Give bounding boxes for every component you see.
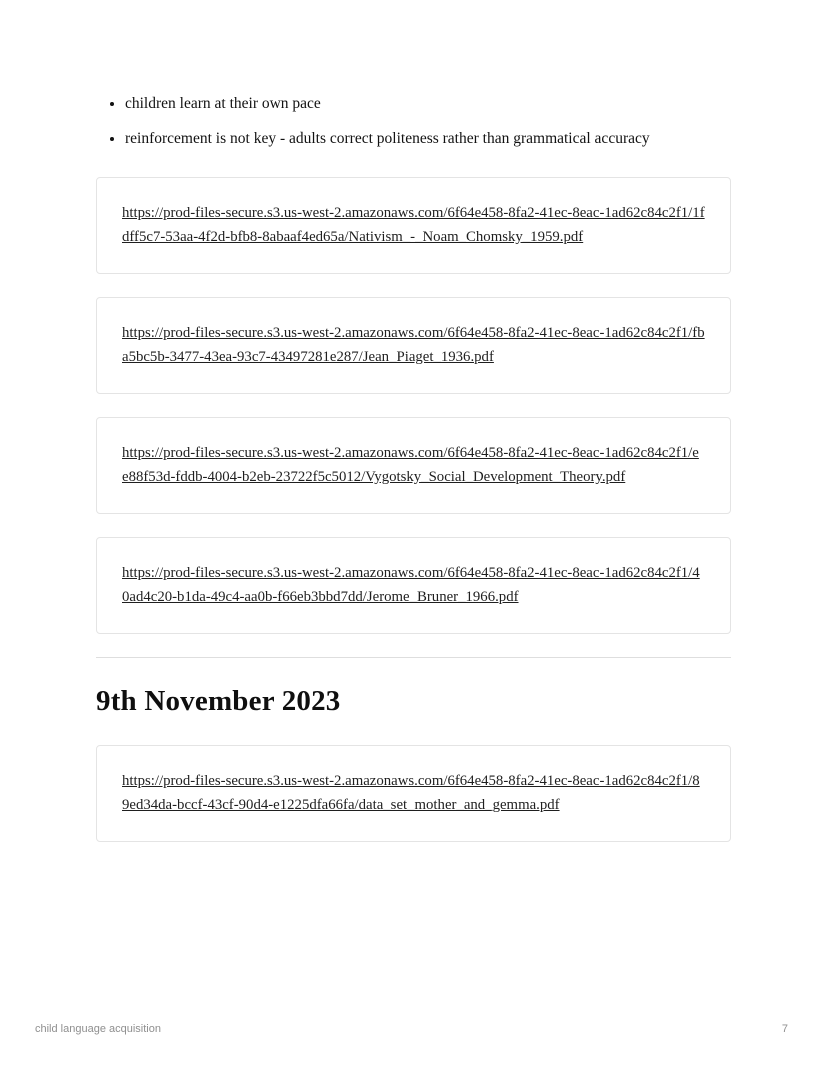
file-link[interactable]: https://prod-files-secure.s3.us-west-2.amazonaws.com/6f64e458-8fa2-41ec-8eac-1ad62c84c2f1/89ed34da-bccf-43cf-90d4-e1225dfa66fa/data_set_mother_and_gemma.pdf: [122, 772, 700, 813]
file-link[interactable]: https://prod-files-secure.s3.us-west-2.amazonaws.com/6f64e458-8fa2-41ec-8eac-1ad62c84c2f1/ee88f53d-fddb-4004-b2eb-23722f5c5012/Vygotsky_Social_Development_Theory.pdf: [122, 444, 699, 485]
bullet-item: [125, 127, 731, 150]
file-link[interactable]: https://prod-files-secure.s3.us-west-2.amazonaws.com/6f64e458-8fa2-41ec-8eac-1ad62c84c2f1/40ad4c20-b1da-49c4-aa0b-f66eb3bbd7dd/Jerome_Bruner_1966.pdf: [122, 564, 700, 605]
file-link[interactable]: https://prod-files-secure.s3.us-west-2.amazonaws.com/6f64e458-8fa2-41ec-8eac-1ad62c84c2f1/fba5bc5b-3477-43ea-93c7-43497281e287/Jean_Piaget_1936.pdf: [122, 324, 705, 365]
bullet-list: [96, 92, 731, 151]
bullet-item: [125, 92, 731, 115]
page-footer: [35, 1023, 788, 1035]
footer-page-number: 7: [781, 1023, 788, 1035]
bullet-text: children learn at their own pace: [125, 95, 321, 112]
bullet-text: reinforcement is not key - adults correct politeness rather than grammatical accuracy: [125, 130, 650, 148]
link-card[interactable]: [96, 177, 731, 274]
footer-document-title: child language acquisition: [35, 1023, 161, 1035]
link-card[interactable]: [96, 297, 731, 394]
divider: [96, 657, 731, 658]
file-link[interactable]: https://prod-files-secure.s3.us-west-2.amazonaws.com/6f64e458-8fa2-41ec-8eac-1ad62c84c2f1/1fdff5c7-53aa-4f2d-bfb8-8abaaf4ed65a/Nativism_-_Noam_Chomsky_1959.pdf: [122, 204, 705, 245]
link-card[interactable]: [96, 745, 731, 842]
section-heading: 9th November 2023: [96, 684, 341, 717]
link-card[interactable]: [96, 537, 731, 634]
link-card[interactable]: [96, 417, 731, 514]
